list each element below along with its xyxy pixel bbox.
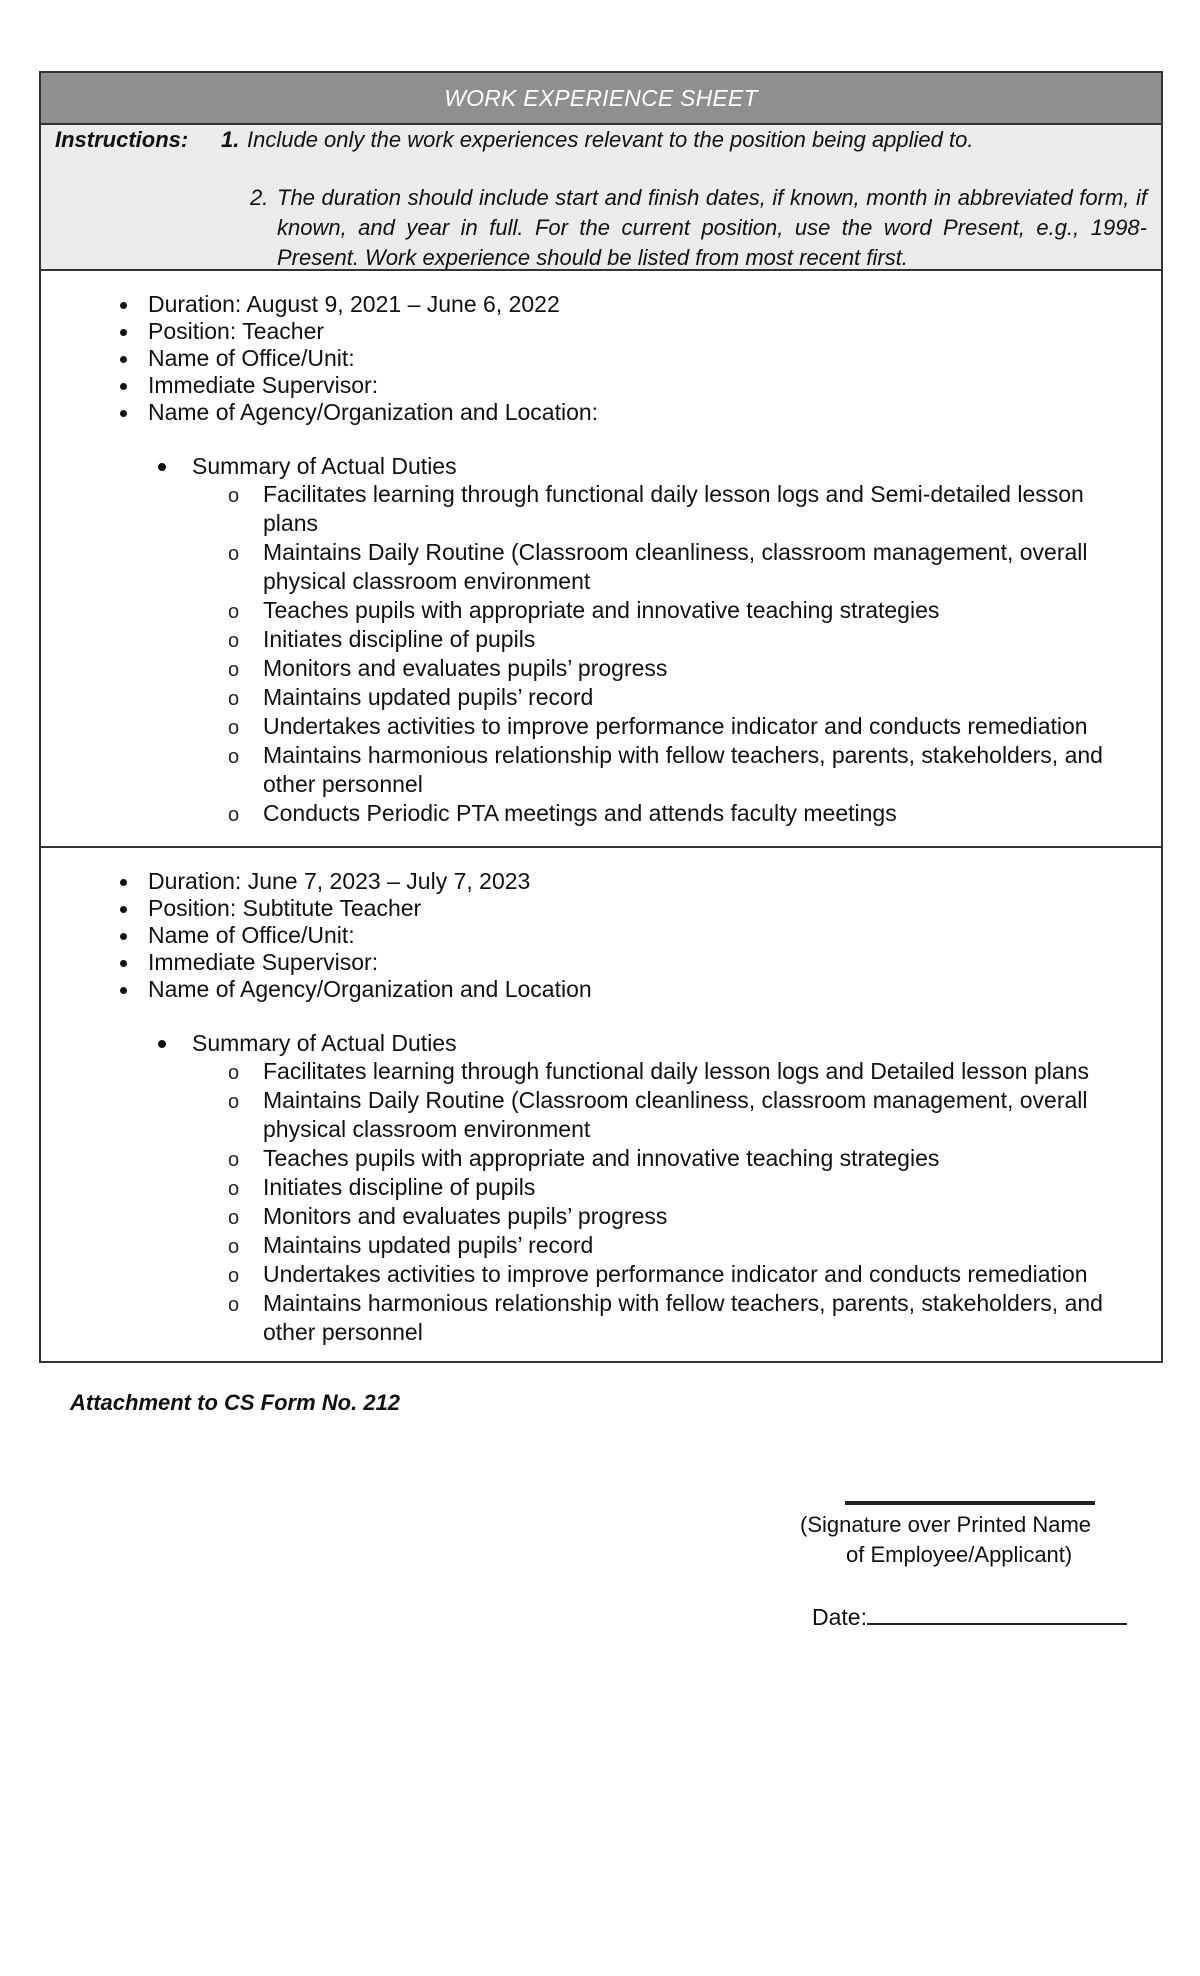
experience-entry-1 <box>41 271 1161 848</box>
circle-bullet-icon: o <box>228 1178 240 1200</box>
supervisor-field: Immediate Supervisor: <box>41 372 1161 399</box>
circle-bullet-icon: o <box>228 659 240 681</box>
instructions-box <box>41 125 1161 271</box>
circle-bullet-icon: o <box>228 746 240 768</box>
instruction-2-text: The duration should include start and finish dates, if known, month in abbreviated form, if known, and year in full. For the current position, use the word Present, e.g., 1998-Present. Work experience should be listed from most recent first. <box>277 185 1147 270</box>
duty-item <box>41 1289 1161 1347</box>
duty-item <box>41 1260 1161 1289</box>
duties-list <box>41 480 1161 828</box>
duty-text: Teaches pupils with appropriate and innovative teaching strategies <box>263 1145 940 1171</box>
duty-item <box>41 1231 1161 1260</box>
sheet-title: WORK EXPERIENCE SHEET <box>41 73 1161 125</box>
circle-bullet-icon: o <box>228 630 240 652</box>
duty-text: Maintains harmonious relationship with fellow teachers, parents, stakeholders, and other personnel <box>263 1290 1103 1345</box>
duty-text: Facilitates learning through functional daily lesson logs and Semi-detailed lesson plans <box>263 481 1084 536</box>
circle-bullet-icon: o <box>228 1207 240 1229</box>
duty-text: Undertakes activities to improve performance indicator and conducts remediation <box>263 1261 1088 1287</box>
circle-bullet-icon: o <box>228 1149 240 1171</box>
duty-item <box>41 712 1161 741</box>
duty-item <box>41 799 1161 828</box>
duty-text: Maintains Daily Routine (Classroom cleanliness, classroom management, overall physical classroom environment <box>263 1087 1088 1142</box>
duty-item <box>41 1173 1161 1202</box>
signature-caption <box>800 1510 1120 1570</box>
circle-bullet-icon: o <box>228 688 240 710</box>
duty-text: Initiates discipline of pupils <box>263 1174 536 1200</box>
duty-item <box>41 741 1161 799</box>
entry-fields <box>41 868 1161 1003</box>
instruction-1-text: Include only the work experiences relevant to the position being applied to. <box>247 127 974 152</box>
duration-field: Duration: June 7, 2023 – July 7, 2023 <box>41 868 1161 895</box>
duty-item <box>41 683 1161 712</box>
agency-field: Name of Agency/Organization and Location <box>41 976 1161 1003</box>
experience-entry-2 <box>41 848 1161 1361</box>
duty-item <box>41 1202 1161 1231</box>
circle-bullet-icon: o <box>228 1062 240 1084</box>
duty-item <box>41 480 1161 538</box>
duty-text: Maintains updated pupils’ record <box>263 684 594 710</box>
signature-line <box>845 1501 1095 1505</box>
duty-text: Monitors and evaluates pupils’ progress <box>263 1203 668 1229</box>
circle-bullet-icon: o <box>228 543 240 565</box>
duty-item <box>41 625 1161 654</box>
attachment-note: Attachment to CS Form No. 212 <box>70 1390 401 1415</box>
duty-text: Maintains updated pupils’ record <box>263 1232 594 1258</box>
duty-text: Facilitates learning through functional daily lesson logs and Detailed lesson plans <box>263 1058 1089 1084</box>
summary-label: Summary of Actual Duties <box>41 1030 1161 1057</box>
duty-text: Undertakes activities to improve performance indicator and conducts remediation <box>263 713 1088 739</box>
supervisor-field: Immediate Supervisor: <box>41 949 1161 976</box>
circle-bullet-icon: o <box>228 601 240 623</box>
signature-caption-line1: (Signature over Printed Name <box>800 1512 1092 1537</box>
duty-text: Maintains harmonious relationship with fellow teachers, parents, stakeholders, and other personnel <box>263 742 1103 797</box>
duty-item <box>41 1057 1161 1086</box>
circle-bullet-icon: o <box>228 1265 240 1287</box>
office-field: Name of Office/Unit: <box>41 922 1161 949</box>
office-field: Name of Office/Unit: <box>41 345 1161 372</box>
duty-text: Maintains Daily Routine (Classroom cleanliness, classroom management, overall physical classroom environment <box>263 539 1088 594</box>
duty-text: Initiates discipline of pupils <box>263 626 536 652</box>
position-field: Position: Teacher <box>41 318 1161 345</box>
instruction-2-number: 2. <box>250 185 269 210</box>
date-blank-line <box>867 1603 1127 1625</box>
instruction-1-number: 1. <box>221 127 240 152</box>
circle-bullet-icon: o <box>228 485 240 507</box>
duty-item <box>41 596 1161 625</box>
entry-fields <box>41 291 1161 426</box>
summary-label: Summary of Actual Duties <box>41 453 1161 480</box>
duty-item <box>41 1086 1161 1144</box>
circle-bullet-icon: o <box>228 1091 240 1113</box>
instructions-label: Instructions: <box>55 127 189 152</box>
duty-item <box>41 1144 1161 1173</box>
circle-bullet-icon: o <box>228 1236 240 1258</box>
duty-text: Monitors and evaluates pupils’ progress <box>263 655 668 681</box>
circle-bullet-icon: o <box>228 1294 240 1316</box>
signature-caption-line2: of Employee/Applicant) <box>846 1542 1073 1567</box>
date-field <box>812 1603 1127 1631</box>
duty-text: Teaches pupils with appropriate and innovative teaching strategies <box>263 597 940 623</box>
work-experience-sheet <box>39 71 1163 1363</box>
duty-item <box>41 538 1161 596</box>
circle-bullet-icon: o <box>228 804 240 826</box>
date-label: Date: <box>812 1604 867 1630</box>
position-field: Position: Subtitute Teacher <box>41 895 1161 922</box>
duration-field: Duration: August 9, 2021 – June 6, 2022 <box>41 291 1161 318</box>
agency-field: Name of Agency/Organization and Location: <box>41 399 1161 426</box>
duty-text: Conducts Periodic PTA meetings and attends faculty meetings <box>263 800 897 826</box>
circle-bullet-icon: o <box>228 717 240 739</box>
duty-item <box>41 654 1161 683</box>
duties-list <box>41 1057 1161 1347</box>
